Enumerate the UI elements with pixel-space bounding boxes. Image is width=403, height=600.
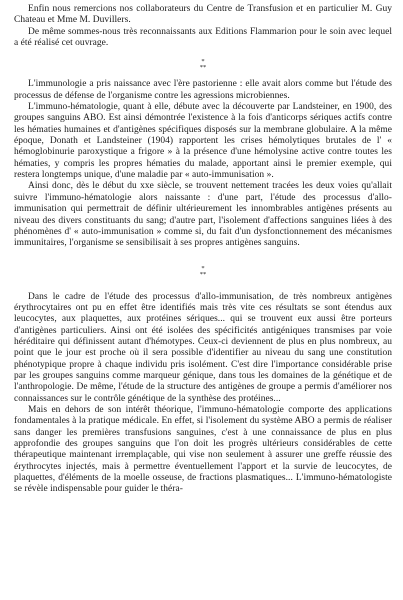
section-1-paragraph-2: L'immuno-hématologie, quant à elle, débute avec la découverte par Landsteiner, en 1900, des groupes sanguins ABO. Est ainsi démontrée l'existence à la fois d'anticorps sériques actifs contre les hématies humaines et d'antigènes spécifiques disposés sur la membrane globulaire. A la même époque, Donath et Landsteiner (1904) rapportent les crises hémolytiques brutales de l' « hémoglobinurie paroxystique a frigore » à la présence d'une hémolysine active contre toutes les hématies, y compris les propres hématies du malade, apportant ainsi le premier exemple, qui restera longtemps unique, d'une maladie par « auto-immunisation ».	[14, 102, 392, 181]
separator-1-top: *	[201, 58, 205, 66]
section-separator-1	[14, 59, 392, 71]
section-1-paragraph-1: L'immunologie a pris naissance avec l'ère pastorienne : elle avait alors comme but l'étude des processus de défense de l'organisme contre les agressions microbiennes.	[14, 79, 392, 101]
section-separator-2	[14, 266, 392, 278]
document-page	[14, 4, 392, 496]
intro-paragraph-1: Enfin nous remercions nos collaborateurs du Centre de Transfusion et en particulier M. Guy Chateau et Mme M. Duvillers.	[14, 4, 392, 26]
section-2-paragraph-1: Dans le cadre de l'étude des processus d'allo-immunisation, de très nombreux antigènes érythrocytaires ont pu en effet être identifiés mais très vite ces résultats se sont étendus aux leucocytes, aux plaquettes, aux protéines sériques... qui se trouvent eux aussi être porteurs d'antigènes particuliers. Ainsi ont été isolées des spécificités antigéniques transmises par voie héréditaire qui définissent autant d'hémotypes. Ceux-ci deviennent de plus en plus nombreux, au point que le jour est proche où il sera possible d'identifier au niveau du sang une constitution phénotypique propre à chaque individu pris isolément. C'est dire l'importance considérable prise par les groupes sanguins comme marqueur génique, dans tous les domaines de la génétique et de l'anthropologie. De même, l'étude de la structure des antigènes de groupe a permis d'améliorer nos connaissances sur le contrôle génétique de la synthèse des protéines...	[14, 291, 392, 404]
separator-2-top: *	[201, 264, 205, 272]
separator-1-bottom: **	[199, 64, 207, 72]
separator-2-bottom: **	[199, 270, 207, 278]
section-2-paragraph-2: Mais en dehors de son intérêt théorique, l'immuno-hématologie comporte des applications fondamentales à la pratique médicale. En effet, si l'isolement du système ABO a permis de réaliser sans danger les premières transfusions sanguines, c'est à une connaissance de plus en plus approfondie des groupes sanguins que l'on doit les progrès ultérieurs considérables de cette thérapeutique maintenant irremplaçable, qui vise non seulement à assurer une greffe réussie des érythrocytes injectés, mais à permettre éventuellement l'apport et la survie de leucocytes, de plaquettes, d'éléments de la moelle osseuse, de fractions plasmatiques... L'immuno-hématologiste se révèle indispensable pour guider le théra-	[14, 404, 392, 495]
section-1-paragraph-3: Ainsi donc, dès le début du xxe siècle, se trouvent nettement tracées les deux voies qu'allait suivre l'immuno-hématologie alors naissante : d'une part, l'étude des processus d'allo-immunisation qui permettrait de définir ultérieurement les innombrables antigènes présents au niveau des divers constituants du sang; d'autre part, l'isolement d'affections sanguines liées à des phénomènes d' « auto-immunisation » comme si, du fait d'un dysfonctionnement des mécanismes immunitaires, l'organisme se sensibilisait à ses propres antigènes sanguins.	[14, 181, 392, 249]
intro-paragraph-2: De même sommes-nous très reconnaissants aux Editions Flammarion pour le soin avec lequel a été réalisé cet ouvrage.	[14, 26, 392, 49]
